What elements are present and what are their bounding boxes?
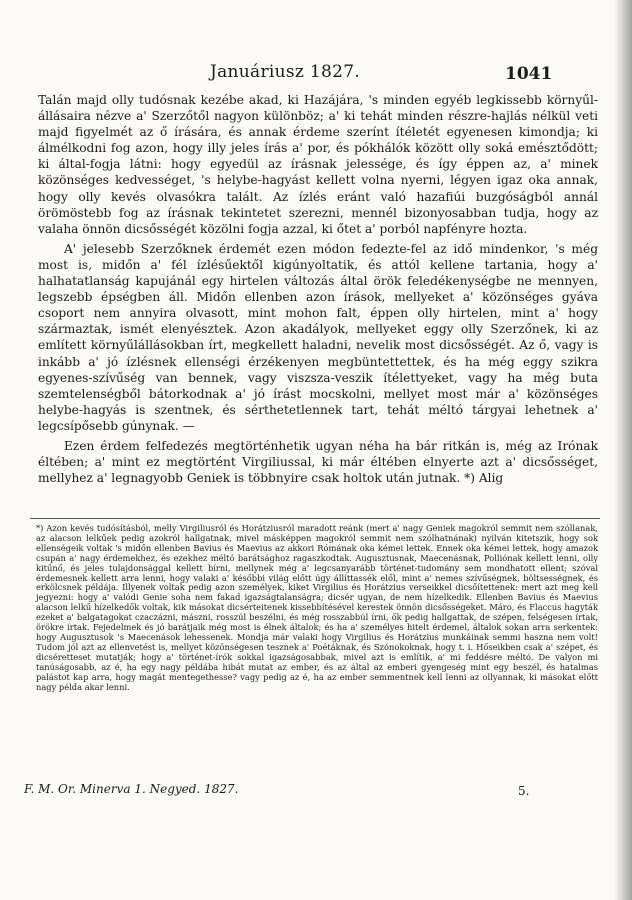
paragraph-3: Ezen érdem felfedezés megtörténhetik ugyan néha ha bár ritkán is, még az Irónak éltében; a' mint ez megtörtént Virgiliussal, ki már éltében elnyerte azt a' dicsősséget, mellyhez a' legnagyobb Geniek is többnyire csak holtok után jutnak. *) Alig <box>38 438 598 486</box>
running-title: Januáriusz 1827. <box>210 62 361 82</box>
footnote: *) Azon kevés tudósításból, melly Virgiliusról és Horátziusról maradott reánk (mert a' nagy Geniek magokról semmit nem szóllanak, az alacson lelkűek pedig azokról hallgatnak, mivel másképpen magokról semmit nem szólhatnának) nyilván kitetszik, hogy sok ellenségeik voltak 's midőn ellenben Bavius és Maevius az akkori Rómának oka kémei lettek. Ennek oka kémei lettek, hogy amazok csupán a' nagy érdemekhez, és ezekhez méltó barátsághoz ragaszkodtak. Augusztusnak, Maecenásnak, Polliónak kellett lenni, olly kitűnő, és jeles tulajdonsággal kellett bírni, mellynek még a' legcsanyarább történet-tudomány sem mondhatott ellent; szóval érdemesnek kellett arra lenni, hogy valaki a' későbbi világ előtt úgy állíttassék elől, mint a' nemes szívűségnek, böltsességnek, és erkölcsnek példája. Illyenek voltak pedig azon személyek, kiket Virgilius és Horátzius verseikkel dicsőítettenek: mert azt meg kell jegyezni: hogy a' valódi Genie soha nem fakad igazságtalanságra; dicsér ugyan, de nem hízelkedik. Ellenben Bavius és Maevius alacson lelkű hízelkedők voltak, kik másokat dicsérteitenek kissebbítésével kerestek önnön dicsősségeket. Máro, és Flaccus hagyták ezeket a' balgatagokat czaczázni, mászni, rosszúl beszélni, és még rosszabbúl írni, ők pedig hallgattak, de szépen, felségesen írtak, örökre írtak. Fejedelmek és jó barátjaik még most is élnek általok; és ha a' személyes hitelt érdemel, általok sokan arra serkentek: hogy Augusztusok 's Maecenások lehessenek. Mondja már valaki hogy Virgilius és Horátzius munkáinak semmi haszna nem volt! Tudom jól azt az ellenvetést is, mellyet közönségesen tesznek a' Poétáknak, és Szónokoknak, hogy t. i. Hőseikben csak a' szépet, és dicséretteset mutatják; hogy a' történet-írók sokkal igazságosabbak, mivel azt is említik, a' mi feddésre méltó. De valyon mi tanúságosabb, az é, ha egy nagy példába hibát mutat az ember, és az által az emberi gyengeség mint egy beszél, és hatalmas palástot kap arra, hogy magát mentegethesse? vagy pedig az é, ha az ember semmentnek kell lenni az ollyannak, ki másokat előtt nagy példa akar lenni. <box>36 523 598 692</box>
imprint-signature: F. M. Or. Minerva 1. Negyed. 1827. <box>24 782 239 796</box>
paragraph-2: A' jelesebb Szerzőknek érdemét ezen módon fedezte-fel az idő mindenkor, 's még most is, midőn a' fél ízlésűektől kigúnyoltatik, és attól kellene tartania, hogy a' halhatatlanság kapujánál egy hirtelen változás által örök feledékenységbe ne mennyen, legszebb épségben áll. Midőn ellenben azon írások, mellyeket a' közönséges gyáva csoport nem annyira olvasott, mint mohon falt, éppen olly hirtelen, mint a' hogy származtak, ismét elenyésztek. Azon akadályok, mellyeket eggy olly Szerzőnek, ki az említett környűlállásokban írt, megkellett haladni, nevelik most dicsősségét. Az ő, vagy is inkább a' jó ízlésnek ellenségi érzékenyen megbüntettettek, és ha még eggy szikra egyenes-szívűség van bennek, vagy viszsza-veszik ítélettyeket, vagy ha még buta szemtelenségből bátorkodnak a' jó írást mocskolni, mellyet most már a' közönséges helybe-hagyás is szentnek, és sérthetetlennek tart, tehát méltó tárgyai lehetnek a' legcsípősebb gúnynak. — <box>38 241 598 433</box>
footnote-divider <box>30 518 600 519</box>
body-text <box>38 92 598 486</box>
page-number: 1041 <box>505 64 553 84</box>
paragraph-1: Talán majd olly tudósnak kezébe akad, ki Hazájára, 's minden egyéb legkissebb környűl-állásaira nézve a' Szerzőtől nagyon különböz; a' ki tehát minden részre-hajlás nélkül veti majd figyelmét az ő írására, és annak érdeme szerínt ítéletét egyenesen kimondja; ki álmélkodni fog azon, hogy illy jeles írás a' por, és pókhálók között olly soká emésztődött; ki által-fogja látni: hogy egyedül az írásnak jelessége, és így éppen az, a' minek közönséges kedvességet, 's helybe-hagyást kellett volna nyerni, légyen igaz oka annak, hogy olly kevés olvasókra talált. Az ízlés eránt való hazafiúi buzgóságból annál örömöstebb fog az írásnak tekintetet szerezni, mennél bizonyosabban tudja, hogy az valaha önnön dicsősségét közölni fogja azzal, ki őtet a' porból napfényre hozta. <box>38 93 598 236</box>
page-edge-shadow <box>614 0 632 900</box>
page-header <box>0 62 632 86</box>
catchword: 5. <box>518 784 530 798</box>
